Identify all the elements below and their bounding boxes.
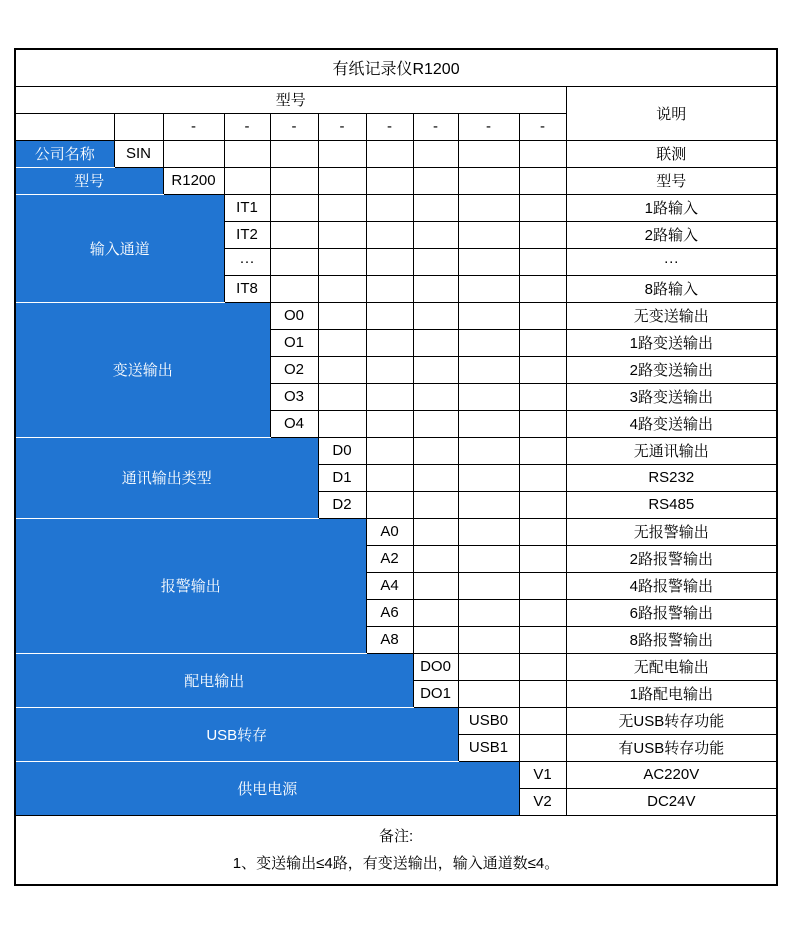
code-cell: O2	[270, 356, 318, 383]
table-row	[15, 194, 777, 221]
code-cell: V2	[519, 788, 566, 815]
dash-cell: -	[224, 113, 270, 140]
empty-cell	[413, 464, 458, 491]
empty-cell	[366, 167, 413, 194]
empty-cell	[413, 275, 458, 302]
empty-cell	[224, 167, 270, 194]
empty-cell	[366, 464, 413, 491]
empty-cell	[413, 302, 458, 329]
empty-cell	[458, 626, 519, 653]
notes-cell	[15, 815, 777, 885]
empty-cell	[413, 599, 458, 626]
description-cell: 2路变送输出	[566, 356, 777, 383]
empty-cell	[519, 248, 566, 275]
description-header: 说明	[566, 86, 777, 140]
empty-cell	[318, 275, 366, 302]
empty-cell	[413, 248, 458, 275]
description-cell: 无报警输出	[566, 518, 777, 545]
table-row	[15, 302, 777, 329]
table-title: 有纸记录仪R1200	[15, 49, 777, 86]
code-cell: A8	[366, 626, 413, 653]
empty-cell	[519, 194, 566, 221]
notes-title: 备注:	[378, 827, 414, 845]
empty-cell	[318, 140, 366, 167]
section-label: 公司名称	[15, 140, 114, 167]
empty-cell	[519, 356, 566, 383]
table-row	[15, 167, 777, 194]
blank-header-cell	[15, 113, 114, 140]
description-cell: RS485	[566, 491, 777, 518]
notes-line: 1、变送输出≤4路，有变送输出，输入通道数≤4。	[232, 854, 560, 872]
empty-cell	[366, 248, 413, 275]
empty-cell	[458, 572, 519, 599]
description-cell: AC220V	[566, 761, 777, 788]
code-cell: D1	[318, 464, 366, 491]
code-cell: IT2	[224, 221, 270, 248]
code-cell: A0	[366, 518, 413, 545]
model-header: 型号	[15, 86, 566, 113]
empty-cell	[413, 329, 458, 356]
table-row	[15, 437, 777, 464]
empty-cell	[413, 437, 458, 464]
code-cell: DO0	[413, 653, 458, 680]
dash-cell: -	[270, 113, 318, 140]
empty-cell	[318, 194, 366, 221]
empty-cell	[458, 653, 519, 680]
empty-cell	[458, 599, 519, 626]
section-label: USB转存	[15, 707, 458, 761]
code-cell: A6	[366, 599, 413, 626]
empty-cell	[366, 383, 413, 410]
empty-cell	[366, 356, 413, 383]
dash-cell: -	[366, 113, 413, 140]
description-cell: 无通讯输出	[566, 437, 777, 464]
empty-cell	[413, 572, 458, 599]
empty-cell	[519, 599, 566, 626]
empty-cell	[224, 140, 270, 167]
empty-cell	[413, 356, 458, 383]
code-cell: DO1	[413, 680, 458, 707]
empty-cell	[458, 302, 519, 329]
empty-cell	[519, 410, 566, 437]
empty-cell	[413, 545, 458, 572]
description-cell: 有USB转存功能	[566, 734, 777, 761]
dash-cell: -	[318, 113, 366, 140]
code-cell: D0	[318, 437, 366, 464]
empty-cell	[366, 221, 413, 248]
section-label: 输入通道	[15, 194, 224, 302]
empty-cell	[270, 194, 318, 221]
empty-cell	[519, 491, 566, 518]
dash-cell: -	[458, 113, 519, 140]
empty-cell	[270, 248, 318, 275]
empty-cell	[458, 545, 519, 572]
description-cell: 无变送输出	[566, 302, 777, 329]
empty-cell	[366, 410, 413, 437]
empty-cell	[458, 248, 519, 275]
empty-cell	[458, 221, 519, 248]
empty-cell	[458, 464, 519, 491]
table-row	[15, 140, 777, 167]
empty-cell	[458, 383, 519, 410]
empty-cell	[519, 545, 566, 572]
empty-cell	[318, 383, 366, 410]
description-cell: 6路报警输出	[566, 599, 777, 626]
section-label: 变送输出	[15, 302, 270, 437]
empty-cell	[270, 167, 318, 194]
table-row	[15, 518, 777, 545]
empty-cell	[519, 167, 566, 194]
empty-cell	[366, 194, 413, 221]
section-label: 报警输出	[15, 518, 366, 653]
section-label: 配电输出	[15, 653, 413, 707]
empty-cell	[413, 221, 458, 248]
description-cell: 4路报警输出	[566, 572, 777, 599]
empty-cell	[366, 491, 413, 518]
empty-cell	[519, 680, 566, 707]
section-label: 供电电源	[15, 761, 519, 815]
code-cell: R1200	[163, 167, 224, 194]
code-cell: A2	[366, 545, 413, 572]
code-cell: V1	[519, 761, 566, 788]
description-cell: 联测	[566, 140, 777, 167]
section-label: 通讯输出类型	[15, 437, 318, 518]
empty-cell	[458, 680, 519, 707]
empty-cell	[519, 275, 566, 302]
empty-cell	[413, 518, 458, 545]
code-cell: A4	[366, 572, 413, 599]
empty-cell	[366, 437, 413, 464]
empty-cell	[519, 518, 566, 545]
code-cell: IT8	[224, 275, 270, 302]
description-cell: 1路输入	[566, 194, 777, 221]
empty-cell	[519, 140, 566, 167]
empty-cell	[458, 491, 519, 518]
empty-cell	[458, 437, 519, 464]
description-cell: 无配电输出	[566, 653, 777, 680]
table-row	[15, 653, 777, 680]
empty-cell	[413, 626, 458, 653]
description-cell: 2路输入	[566, 221, 777, 248]
description-cell: ···	[566, 248, 777, 275]
empty-cell	[458, 167, 519, 194]
empty-cell	[366, 329, 413, 356]
description-cell: RS232	[566, 464, 777, 491]
empty-cell	[270, 140, 318, 167]
empty-cell	[413, 194, 458, 221]
description-cell: 型号	[566, 167, 777, 194]
empty-cell	[318, 302, 366, 329]
description-cell: 4路变送输出	[566, 410, 777, 437]
code-cell: ···	[224, 248, 270, 275]
description-cell: 2路报警输出	[566, 545, 777, 572]
code-cell: O1	[270, 329, 318, 356]
table-row	[15, 761, 777, 788]
empty-cell	[458, 329, 519, 356]
description-cell: 无USB转存功能	[566, 707, 777, 734]
empty-cell	[458, 275, 519, 302]
empty-cell	[413, 410, 458, 437]
empty-cell	[270, 275, 318, 302]
description-cell: 3路变送输出	[566, 383, 777, 410]
description-cell: 8路报警输出	[566, 626, 777, 653]
table-row	[15, 707, 777, 734]
empty-cell	[519, 653, 566, 680]
description-cell: DC24V	[566, 788, 777, 815]
model-selection-table	[14, 48, 778, 886]
dash-cell: -	[519, 113, 566, 140]
empty-cell	[163, 140, 224, 167]
code-cell: O3	[270, 383, 318, 410]
code-cell: USB1	[458, 734, 519, 761]
empty-cell	[413, 491, 458, 518]
empty-cell	[413, 167, 458, 194]
code-cell: D2	[318, 491, 366, 518]
empty-cell	[458, 194, 519, 221]
empty-cell	[413, 140, 458, 167]
empty-cell	[366, 140, 413, 167]
empty-cell	[366, 275, 413, 302]
empty-cell	[318, 356, 366, 383]
empty-cell	[519, 383, 566, 410]
empty-cell	[519, 572, 566, 599]
description-cell: 8路输入	[566, 275, 777, 302]
empty-cell	[519, 464, 566, 491]
empty-cell	[318, 221, 366, 248]
empty-cell	[413, 383, 458, 410]
section-label: 型号	[15, 167, 163, 194]
code-cell: USB0	[458, 707, 519, 734]
description-cell: 1路变送输出	[566, 329, 777, 356]
empty-cell	[519, 437, 566, 464]
empty-cell	[519, 221, 566, 248]
empty-cell	[318, 167, 366, 194]
code-cell: O4	[270, 410, 318, 437]
empty-cell	[519, 707, 566, 734]
empty-cell	[458, 410, 519, 437]
empty-cell	[519, 626, 566, 653]
empty-cell	[519, 302, 566, 329]
empty-cell	[519, 329, 566, 356]
empty-cell	[458, 140, 519, 167]
code-cell: O0	[270, 302, 318, 329]
dash-cell: -	[413, 113, 458, 140]
empty-cell	[366, 302, 413, 329]
dash-cell: -	[163, 113, 224, 140]
code-cell: IT1	[224, 194, 270, 221]
description-cell: 1路配电输出	[566, 680, 777, 707]
empty-cell	[318, 410, 366, 437]
empty-cell	[458, 356, 519, 383]
blank-header-cell	[114, 113, 163, 140]
empty-cell	[318, 329, 366, 356]
empty-cell	[519, 734, 566, 761]
empty-cell	[318, 248, 366, 275]
empty-cell	[458, 518, 519, 545]
empty-cell	[270, 221, 318, 248]
code-cell: SIN	[114, 140, 163, 167]
